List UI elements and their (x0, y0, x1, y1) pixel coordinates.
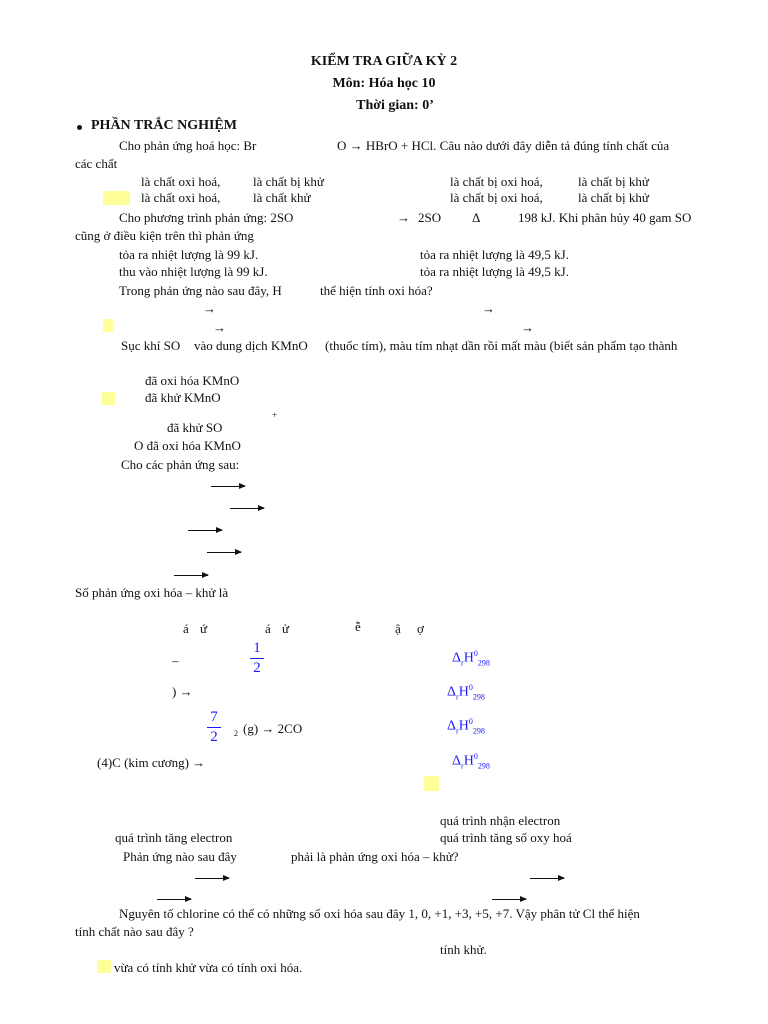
q6-reaction-3-text: (g) → 2CO (243, 721, 303, 736)
q5-reaction-2-arrow-icon (230, 508, 264, 509)
q3-answer-highlight (103, 319, 113, 332)
q1-option-d-part2: là chất bị khử (578, 190, 649, 205)
q6-fragment: ễ (355, 619, 361, 634)
q1-option-a-part2: là chất bị khử (253, 174, 324, 189)
q9-stem-part-a: Nguyên tố chlorine có thể có những số oxi hóa sau đây 1, 0, +1, +3, +5, +7. Vậy phân tử Cl thể hiện (119, 906, 640, 921)
q2-option-d: tỏa ra nhiệt lượng là 49,5 kJ. (420, 264, 569, 279)
q2-arrow: → (397, 210, 410, 225)
q6-fragment: á (183, 621, 189, 636)
q2-product: 2SO (418, 210, 442, 225)
exam-title: KIỂM TRA GIỮA KỲ 2 (310, 54, 458, 69)
q1-stem-part-c: các chất (75, 156, 118, 171)
q4-option-b: đã khử KMnO (145, 390, 221, 405)
section-bullet-icon (77, 125, 82, 130)
q2-option-b: tỏa ra nhiệt lượng là 49,5 kJ. (420, 247, 569, 262)
exam-time: Thời gian: 0’ (356, 98, 434, 113)
q1-option-c-part1: là chất oxi hoá, (141, 190, 221, 205)
q4-stem-part-a: Sục khí SO (121, 338, 181, 353)
q4-plus-sign: + (272, 410, 278, 420)
q3-option-c-arrow: → (213, 320, 226, 335)
q1-stem-part-a: Cho phản ứng hoá học: Br (119, 138, 257, 153)
q2-stem-part-b: 198 kJ. Khi phân hủy 40 gam SO (518, 210, 692, 225)
q6-reaction-3-subscript: 2 (234, 729, 238, 738)
q5-reaction-3-arrow-icon (188, 530, 222, 531)
q6-fragment: ứ (200, 621, 208, 636)
q1-option-b-part2: là chất bị khử (578, 174, 649, 189)
q5-reaction-4-arrow-icon (207, 552, 241, 553)
q7-option-c: quá trình tăng electron (115, 830, 233, 845)
q6-fragment: á (265, 621, 271, 636)
q4-option-a: đã oxi hóa KMnO (145, 373, 240, 388)
q6-fraction-half: 1 2 (250, 640, 264, 677)
q8-option-c-arrow-icon (157, 899, 191, 900)
q4-stem-part-b: vào dung dịch KMnO (194, 338, 308, 353)
q9-answer-highlight (97, 960, 111, 973)
q6-reaction-3-enthalpy: $\Delta_rH^0_{298}$ (447, 717, 485, 736)
q6-reaction-2-enthalpy: $\Delta_rH^0_{298}$ (447, 683, 485, 702)
q1-stem-part-b: O → HBrO + HCl. Câu nào dưới đây diễn tả đúng tính chất của (337, 138, 670, 153)
q3-stem-part-a: Trong phản ứng nào sau đây, H (119, 283, 282, 298)
q6-fragment: ử (282, 621, 290, 636)
exam-subject: Môn: Hóa học 10 (332, 76, 436, 91)
q6-fragment: ậ (395, 621, 401, 636)
q6-answer-highlight (424, 776, 439, 791)
q6-reaction-1-dash: – (172, 653, 179, 668)
q8-option-d-arrow-icon (492, 899, 526, 900)
q7-option-d: quá trình tăng số oxy hoá (440, 830, 572, 845)
q1-option-a-part1: là chất oxi hoá, (141, 174, 221, 189)
q6-reaction-4-enthalpy: $\Delta_rH^0_{298}$ (452, 752, 490, 771)
q8-option-a-arrow-icon (195, 878, 229, 879)
section-heading: PHẦN TRẮC NGHIỆM (91, 118, 237, 133)
q2-stem-part-a: Cho phương trình phản ứng: 2SO (119, 210, 294, 225)
q4-answer-highlight (102, 392, 115, 405)
q3-option-a-arrow: → (203, 301, 216, 316)
q6-fraction-seven-halves: 7 2 (207, 709, 221, 746)
q3-option-d-arrow: → (521, 320, 534, 335)
q9-option-a: tính khử. (440, 942, 487, 957)
q2-option-a: tỏa ra nhiệt lượng là 99 kJ. (119, 247, 259, 262)
q3-stem-part-b: thể hiện tính oxi hóa? (320, 283, 433, 298)
q2-option-c: thu vào nhiệt lượng là 99 kJ. (119, 264, 268, 279)
q4-option-c: đã khử SO (167, 420, 223, 435)
q1-option-b-part1: là chất bị oxi hoá, (450, 174, 543, 189)
q1-answer-highlight (103, 191, 130, 205)
q5-reaction-1-arrow-icon (211, 486, 245, 487)
q6-reaction-1-enthalpy: $\Delta_rH^0_{298}$ (452, 649, 490, 668)
q5-reaction-5-arrow-icon (174, 575, 208, 576)
q8-stem-part-b: phải là phản ứng oxi hóa – khử? (291, 849, 459, 864)
q5-stem: Cho các phản ứng sau: (121, 457, 240, 472)
q4-option-d: O đã oxi hóa KMnO (134, 438, 241, 453)
q2-delta: Δ (472, 210, 481, 225)
q4-stem-part-c: (thuốc tím), màu tím nhạt dần rồi mất màu (biết sản phẩm tạo thành (325, 338, 678, 353)
q6-fragment: ợ (417, 621, 424, 636)
q6-reaction-4-text: (4)C (kim cương) → (97, 755, 206, 770)
q5-result-line: Số phản ứng oxi hóa – khử là (75, 585, 229, 600)
q7-option-b: quá trình nhận electron (440, 813, 561, 828)
q9-stem-part-b: tính chất nào sau đây ? (75, 924, 194, 939)
q1-option-c-part2: là chất khử (253, 190, 311, 205)
q8-stem-part-a: Phản ứng nào sau đây (123, 849, 237, 864)
q3-option-b-arrow: → (482, 301, 495, 316)
q2-stem-part-c: cũng ở điều kiện trên thì phản ứng (75, 228, 254, 243)
q9-answer-option: vừa có tính khử vừa có tính oxi hóa. (114, 960, 303, 975)
q1-option-d-part1: là chất bị oxi hoá, (450, 190, 543, 205)
q6-reaction-2-text: ) → (172, 684, 193, 699)
q8-option-b-arrow-icon (530, 878, 564, 879)
